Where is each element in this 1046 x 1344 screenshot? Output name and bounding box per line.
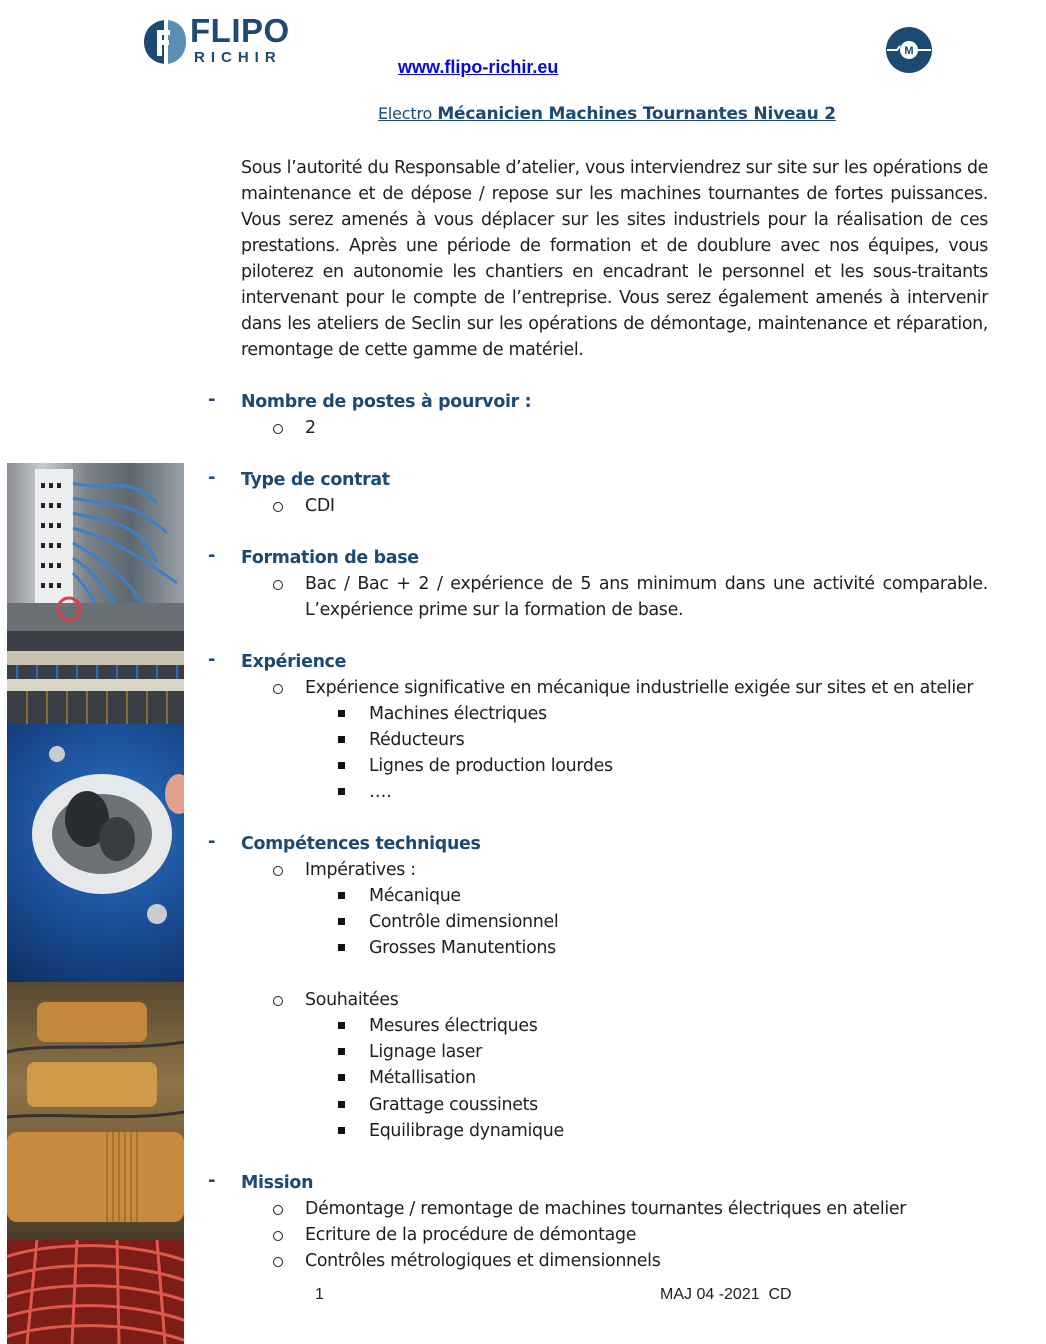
badge-letter: M	[904, 45, 914, 57]
revision-reference: MAJ 04 -2021 CD	[660, 1286, 792, 1303]
section-title: Nombre de postes à pourvoir :	[241, 392, 532, 412]
job-title-main: Mécanicien Machines Tournantes Niveau 2	[437, 104, 836, 124]
job-title-prefix: Electro	[378, 104, 433, 123]
logo-text-flipo: FLIPO	[190, 12, 290, 49]
circle-bullet-icon	[273, 996, 283, 1006]
section-title: Compétences techniques	[241, 834, 481, 854]
company-logo	[142, 12, 312, 68]
website-link[interactable]: www.flipo-richir.eu	[398, 57, 559, 77]
square-bullet-icon	[338, 710, 345, 717]
square-bullet-icon	[338, 892, 345, 899]
square-bullet-icon	[338, 1127, 345, 1134]
section-dash: -	[208, 389, 216, 410]
circle-bullet-icon	[273, 1205, 283, 1215]
circle-bullet-icon	[273, 580, 283, 590]
electrical-cabinet-photo	[7, 463, 184, 631]
square-bullet-icon	[338, 918, 345, 925]
square-bullet-icon	[338, 788, 345, 795]
square-bullet-icon	[338, 762, 345, 769]
logo-text-richir: RICHIR	[194, 49, 282, 66]
blue-motor-photo	[7, 724, 184, 982]
partner-badge	[885, 26, 933, 74]
terminal-block-photo	[7, 631, 184, 724]
section-title: Mission	[241, 1173, 314, 1193]
circle-bullet-icon	[273, 424, 283, 434]
section-dash: -	[208, 545, 216, 566]
square-bullet-icon	[338, 944, 345, 951]
section-dash: -	[208, 1170, 216, 1191]
red-winding-photo	[7, 1240, 184, 1344]
section-dash: -	[208, 831, 216, 852]
circle-bullet-icon	[273, 684, 283, 694]
square-bullet-icon	[338, 736, 345, 743]
section-title: Type de contrat	[241, 470, 390, 490]
square-bullet-icon	[338, 1022, 345, 1029]
section-dash: -	[208, 467, 216, 488]
section-title: Formation de base	[241, 548, 419, 568]
job-title	[378, 104, 836, 124]
document-page: FLIPO RICHIR M www.flipo-richir.eu Electro Mécanicien Machines Tournantes Niveau 2 Sous l’autorité du Responsable d’atelier, vous interviendrez sur site sur les opérations de maintenance et de dépose / repose sur les machines tournantes de fortes puissances. Vous serez amenés à vous déplacer sur les sites industriels pour la réalisation de ces prestations. Après une période de formation et de doublure avec nos équipes, vous piloterez en autonomie les chantiers en encadrant le personnel et les sous-traitants intervenant pour le compte de l’entreprise. Vous serez également amenés à intervenir dans les ateliers de Seclin sur les opérations de démontage, maintenance et réparation, remontage de cette gamme de matériel. - Nombre de postes à pourvoir : 2 - Type de contrat CDI - Formation de base Bac / Bac + 2 / expérience de 5 ans minimum dans une activité comparable. L’expérience prime sur la formation de base. - Expérience Expérience significative en mécanique industrielle exigée sur sites et en atelier Machines électriques Réducteurs Lignes de production lourdes …. - Compétences techniques Impératives : Mécanique Contrôle dimensionnel Grosses Manutentions Souhaitées Mesures électriques Lignage laser Métallisation Grattage coussinets Equilibrage dynamique - Mission Démontage / remontage de machines tournantes électriques en atelier Ecriture de la procédure de démontage Contrôles métrologiques et dimensionnels 1 MAJ 04 -2021 CD	[0, 0, 1046, 1344]
photo-strip	[7, 463, 184, 1344]
square-bullet-icon	[338, 1074, 345, 1081]
circle-bullet-icon	[273, 502, 283, 512]
page-number: 1	[315, 1286, 324, 1303]
circle-bullet-icon	[273, 1257, 283, 1267]
section-title: Expérience	[241, 652, 347, 672]
copper-coils-photo	[7, 982, 184, 1240]
square-bullet-icon	[338, 1101, 345, 1108]
intro-paragraph: Sous l’autorité du Responsable d’atelier, vous interviendrez sur site sur les opérations de maintenance et de dépose / repose sur les machines tournantes de fortes puissances. Vous serez amenés à vous déplacer sur les sites industriels pour la réalisation de ces prestations. Après une période de formation et de doublure avec nos équipes, vous piloterez en autonomie les chantiers en encadrant le personnel et les sous-traitants intervenant pour le compte de l’entreprise. Vous serez également amenés à intervenir dans les ateliers de Seclin sur les opérations de démontage, maintenance et réparation, remontage de cette gamme de matériel.	[241, 158, 988, 360]
section-dash: -	[208, 649, 216, 670]
logo-mark-icon	[142, 18, 188, 66]
circle-bullet-icon	[273, 1231, 283, 1241]
circle-bullet-icon	[273, 866, 283, 876]
motor-badge-icon	[885, 26, 933, 74]
square-bullet-icon	[338, 1048, 345, 1055]
